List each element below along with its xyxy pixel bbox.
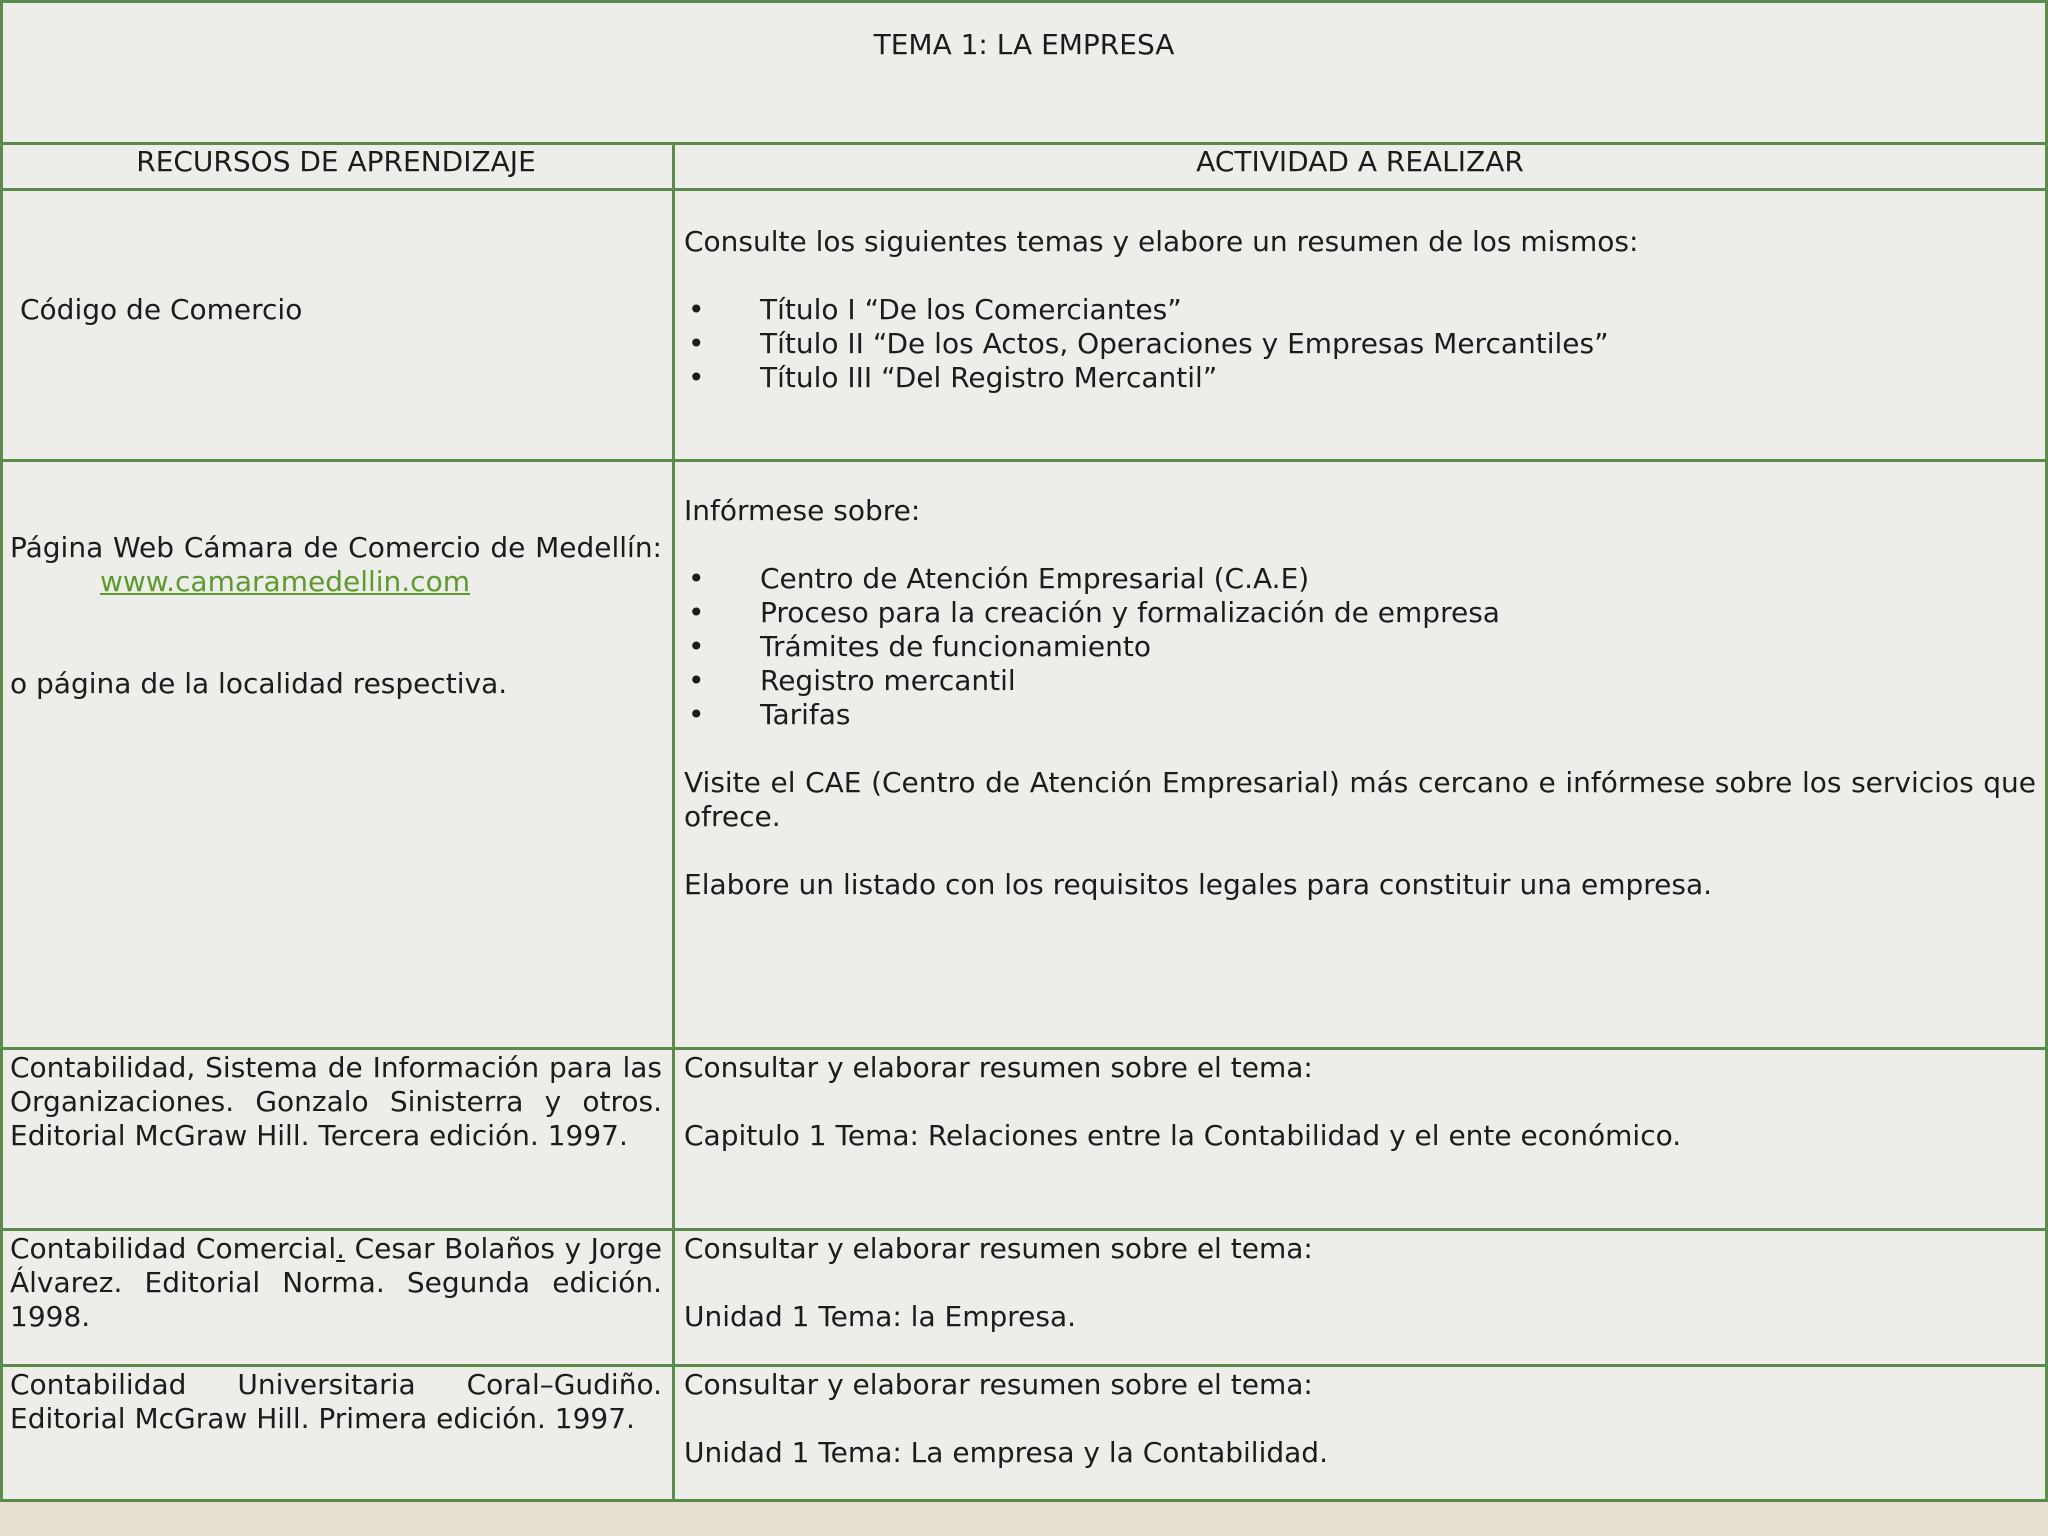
list-item <box>684 562 2036 596</box>
table-divider-row1 <box>0 459 2048 462</box>
table-border-bottom <box>0 1499 2048 1502</box>
bullet-icon: • <box>688 664 705 697</box>
page-title-text: TEMA 1: LA EMPRESA <box>873 28 1175 61</box>
activity-row1-list <box>684 293 2036 395</box>
activity-row3-topic: Capitulo 1 Tema: Relaciones entre la Contabilidad y el ente económico. <box>684 1119 1682 1152</box>
resource-codigo-comercio: Código de Comercio <box>20 293 303 326</box>
list-item-text: Centro de Atención Empresarial (C.A.E) <box>760 562 1310 595</box>
bullet-icon: • <box>688 293 705 326</box>
bullet-icon: • <box>688 327 705 360</box>
activity-row4 <box>684 1232 2036 1334</box>
list-item-text: Tarifas <box>760 698 851 731</box>
list-item-text: Registro mercantil <box>760 664 1016 697</box>
table-divider-header <box>0 188 2048 191</box>
camara-medellin-link[interactable]: www.camaramedellin.com <box>100 565 470 598</box>
list-item <box>684 596 2036 630</box>
list-item-text: Título II “De los Actos, Operaciones y Empresas Mercantiles” <box>760 327 1609 360</box>
activity-row5 <box>684 1368 2036 1470</box>
list-item <box>684 327 2036 361</box>
table-column-divider <box>672 142 675 1502</box>
activity-row1 <box>684 225 2036 395</box>
resource-bolanos-dot: . <box>336 1232 346 1265</box>
activity-row2-list <box>684 562 2036 732</box>
list-item-text: Título I “De los Comerciantes” <box>760 293 1182 326</box>
activity-row2-list-requirements: Elabore un listado con los requisitos legales para constituir una empresa. <box>684 868 1713 901</box>
list-item-text: Título III “Del Registro Mercantil” <box>760 361 1218 394</box>
activity-row5-intro: Consultar y elaborar resumen sobre el tema: <box>684 1368 1313 1401</box>
list-item <box>684 698 2036 732</box>
table-divider-row3 <box>0 1228 2048 1231</box>
list-item-text: Trámites de funcionamiento <box>760 630 1152 663</box>
bullet-icon: • <box>688 630 705 663</box>
table-divider-row2 <box>0 1047 2048 1050</box>
table-divider-row4 <box>0 1364 2048 1367</box>
list-item <box>684 361 2036 395</box>
resource-camara-comercio <box>10 531 662 701</box>
list-item <box>684 630 2036 664</box>
resource-camara-text <box>10 531 662 599</box>
list-item <box>684 293 2036 327</box>
activity-row2-visit: Visite el CAE (Centro de Atención Empresarial) más cercano e infórmese sobre los servicios que ofrece. <box>684 766 2036 833</box>
activity-row2 <box>684 494 2036 902</box>
header-resources: RECURSOS DE APRENDIZAJE <box>136 145 536 178</box>
resource-sinisterra: Contabilidad, Sistema de Información para las Organizaciones. Gonzalo Sinisterra y otros. Editorial McGraw Hill. Tercera edición. 1997. <box>10 1051 662 1152</box>
table-border-left <box>0 0 3 1502</box>
bullet-icon: • <box>688 596 705 629</box>
activity-row4-intro: Consultar y elaborar resumen sobre el tema: <box>684 1232 1313 1265</box>
resource-bolanos-title: Contabilidad Comercial <box>10 1232 337 1265</box>
page-title <box>0 28 2048 62</box>
list-item <box>684 664 2036 698</box>
header-activity: ACTIVIDAD A REALIZAR <box>1196 145 1524 178</box>
activity-row3-intro: Consultar y elaborar resumen sobre el tema: <box>684 1051 1313 1084</box>
bullet-icon: • <box>688 562 705 595</box>
resource-camara-label: Página Web Cámara de Comercio de Medellín: <box>10 531 662 564</box>
resource-coral-gudino: Contabilidad Universitaria Coral–Gudiño. Editorial McGraw Hill. Primera edición. 1997. <box>10 1368 662 1435</box>
resource-camara-note: o página de la localidad respectiva. <box>10 667 508 700</box>
bullet-icon: • <box>688 698 705 731</box>
activity-row1-intro: Consulte los siguientes temas y elabore un resumen de los mismos: <box>684 225 1639 258</box>
activity-row5-topic: Unidad 1 Tema: La empresa y la Contabilidad. <box>684 1436 1328 1469</box>
resource-bolanos-rest: Cesar Bolaños y Jorge Álvarez. Editorial Norma. Segunda edición. 1998. <box>10 1232 662 1333</box>
bullet-icon: • <box>688 361 705 394</box>
resource-bolanos <box>10 1232 662 1334</box>
activity-row3 <box>684 1051 2036 1153</box>
activity-row2-intro: Infórmese sobre: <box>684 494 921 527</box>
list-item-text: Proceso para la creación y formalización de empresa <box>760 596 1500 629</box>
table-border-top <box>0 0 2048 3</box>
activity-row4-topic: Unidad 1 Tema: la Empresa. <box>684 1300 1077 1333</box>
